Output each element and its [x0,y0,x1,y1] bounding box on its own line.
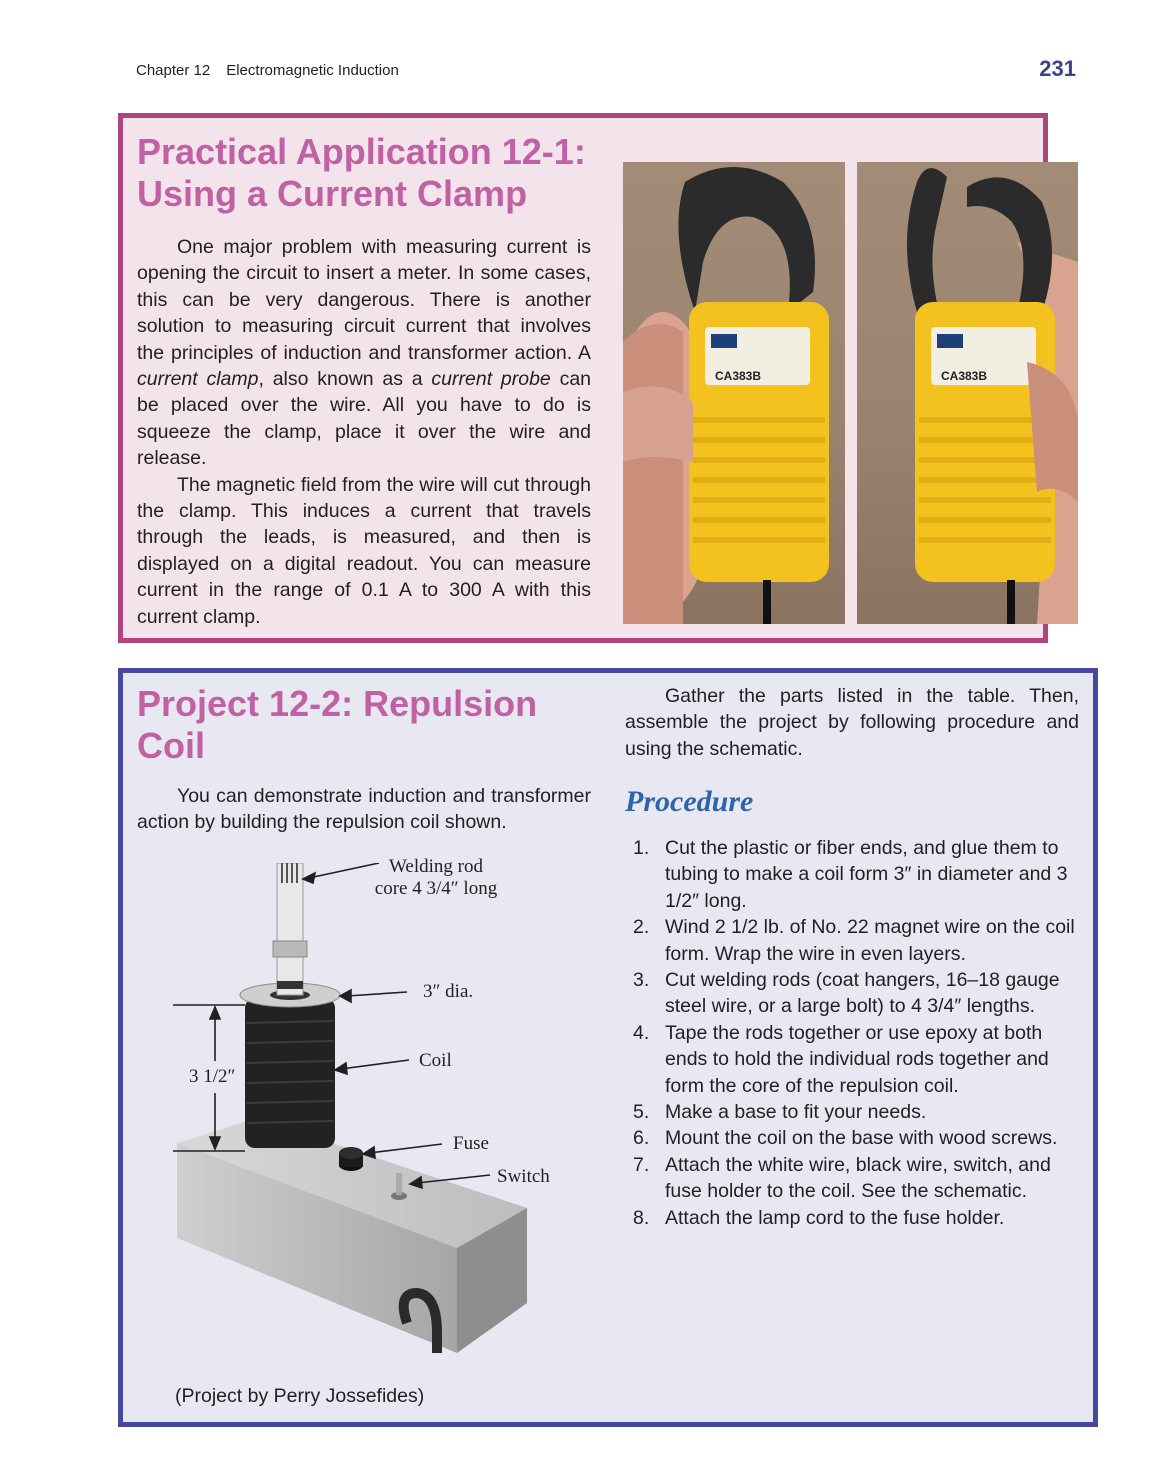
step-text: Attach the white wire, black wire, switch, and fuse holder to the coil. See the schematic. [665,1153,1051,1203]
practical-application-text [137,234,591,630]
gather-parts-text [625,683,1079,762]
title-line-1: Project 12-2: Repulsion [137,683,538,724]
step-number: 8. [633,1206,650,1229]
procedure-step [625,1099,1079,1125]
text-run: One major problem with measuring current is opening the circuit to insert a meter. In some cases, this can be very dangerous. There is another solution to measuring circuit current that involves the principles of induction and transformer action. A [137,236,591,364]
text-run: can be placed over the wire. All you have to do is squeeze the clamp, place it over the wire and release. [137,368,592,470]
title-line-2: Using a Current Clamp [137,173,528,214]
procedure-steps [625,835,1079,1231]
title-line-2: Coil [137,725,205,766]
project-intro [137,783,591,836]
label-fuse: Fuse [453,1133,489,1154]
gather-paragraph: Gather the parts listed in the table. Then, assemble the project by following procedure and using the schematic. [625,685,1079,760]
photo-clamp-open [857,162,1078,624]
clamp-model-label-2: CA383B [941,369,988,383]
label-welding-rod [371,856,501,900]
step-text: Attach the lamp cord to the fuse holder. [665,1206,1005,1229]
step-text: Cut welding rods (coat hangers, 16–18 gauge steel wire, or a large bolt) to 4 3/4″ lengths. [665,969,1060,1018]
step-text: Cut the plastic or fiber ends, and glue them to tubing to make a coil form 3″ in diameter and 3 1/2″ long. [665,837,1068,912]
procedure-step [625,835,1079,914]
label-switch: Switch [497,1166,550,1187]
label-height: 3 1/2″ [189,1066,236,1087]
project-box [118,668,1098,1427]
procedure-step [625,914,1079,967]
step-number: 4. [633,1021,650,1044]
step-number: 3. [633,969,650,992]
repulsion-coil-illustration [137,863,587,1373]
step-text: Mount the coil on the base with wood screws. [665,1127,1058,1150]
procedure-step [625,1152,1079,1205]
page-number: 231 [1039,56,1076,81]
term-current-probe: current probe [431,368,551,391]
figure-credit: (Project by Perry Jossefides) [175,1385,425,1407]
step-number: 5. [633,1101,650,1124]
chapter-number: Chapter 12 [136,62,211,79]
step-text: Make a base to fit your needs. [665,1101,927,1124]
step-number: 7. [633,1153,650,1176]
photo-clamp-closed [623,162,845,624]
label-line: core 4 3/4″ long [374,878,498,899]
step-text: Wind 2 1/2 lb. of No. 22 magnet wire on the coil form. Wrap the wire in even layers. [665,916,1075,965]
procedure-step [625,1205,1079,1231]
clamp-model-label: CA383B [715,369,762,383]
procedure-heading: Procedure [625,785,754,818]
step-number: 6. [633,1127,650,1150]
procedure-step [625,967,1079,1020]
text-run: , also known as a [258,368,432,391]
procedure-step [625,1125,1079,1151]
label-diameter: 3″ dia. [423,981,474,1002]
label-line: Welding rod [389,856,483,877]
step-text: Tape the rods together or use epoxy at both ends to hold the individual rods together and form the core of the repulsion coil. [665,1021,1049,1097]
running-head [136,62,399,79]
term-current-clamp: current clamp [137,368,259,391]
practical-application-title [137,131,607,215]
project-title [137,683,597,767]
procedure-step [625,1020,1079,1099]
repulsion-coil-figure [137,856,587,1373]
step-number: 2. [633,916,650,939]
label-coil: Coil [419,1050,452,1071]
title-line-1: Practical Application 12-1: [137,131,586,172]
practical-application-box [118,113,1048,643]
chapter-title: Electromagnetic Induction [226,62,399,79]
paragraph-2: The magnetic field from the wire will cut through the clamp. This induces a current that travels through the leads, is measured, and then is displayed on a digital readout. You can measure current in the range of 0.1 A to 300 A with this current clamp. [137,473,591,628]
intro-paragraph: You can demonstrate induction and transformer action by building the repulsion coil shown. [137,785,591,834]
paragraph-1 [137,234,591,472]
step-number: 1. [633,837,650,859]
